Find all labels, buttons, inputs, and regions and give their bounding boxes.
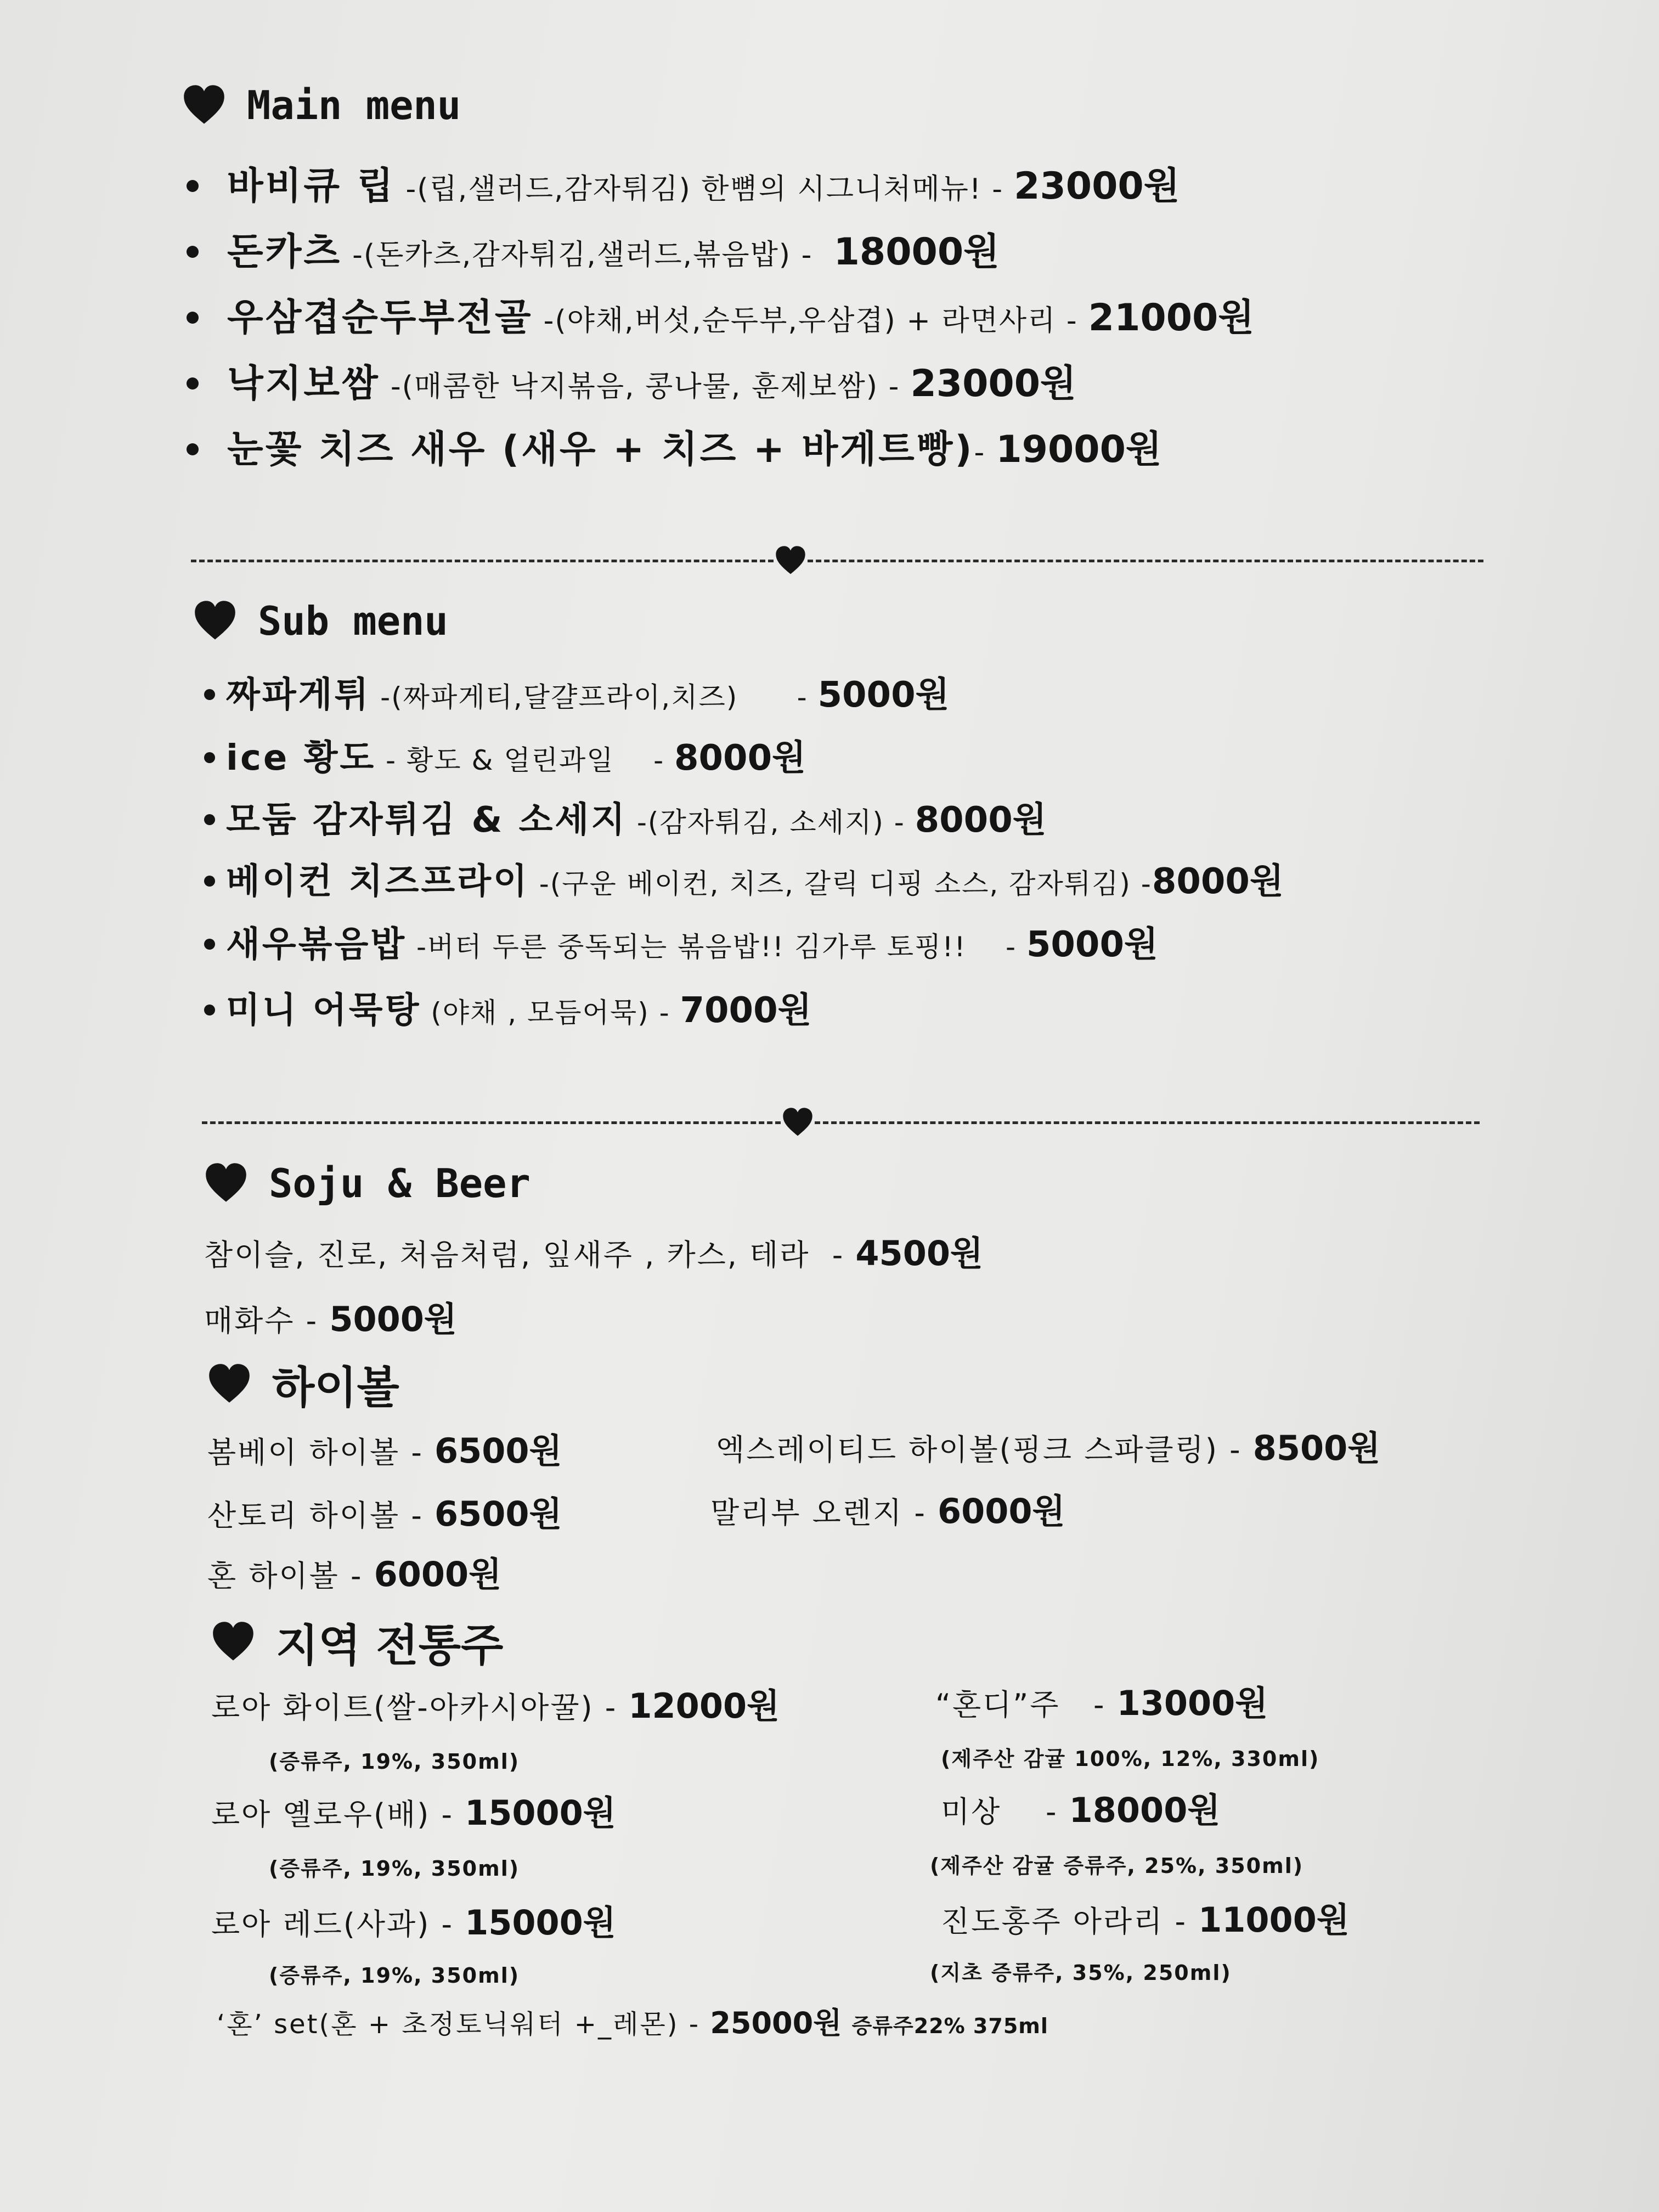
item-price: 8000원	[915, 800, 1047, 840]
item-note: (증류주, 19%, 350ml)	[269, 1963, 520, 1988]
item-text: 미상 -	[941, 1795, 1069, 1829]
traditional-item	[941, 1783, 1220, 1832]
sub-menu-item	[204, 730, 806, 780]
item-text: 산토리 하이볼 -	[207, 1498, 435, 1533]
item-desc: -(구운 베이컨, 치즈, 갈릭 디핑 소스, 감자튀김) -	[539, 868, 1152, 900]
main-menu-item	[187, 288, 1254, 341]
bullet-dot	[187, 312, 199, 324]
item-desc: (야채 , 모듬어묵) -	[431, 997, 670, 1029]
main-menu-title: Main menu	[247, 82, 461, 128]
sub-menu-item	[204, 916, 1158, 967]
item-desc: -(돈카츠,감자튀김,샐러드,볶음밥) -	[352, 239, 813, 272]
bullet-dot	[187, 377, 199, 390]
item-text: 말리부 오렌지 -	[710, 1496, 938, 1530]
item-text: 진도홍주 아라리 -	[941, 1904, 1199, 1939]
section-divider	[191, 539, 1483, 583]
sub-menu-heading	[193, 598, 448, 644]
item-price: 8500원	[1252, 1428, 1381, 1468]
item-text: 혼 하이볼 -	[207, 1559, 374, 1593]
bullet-dot	[204, 752, 215, 763]
line-price: 5000원	[329, 1299, 457, 1339]
highball-item	[716, 1421, 1380, 1470]
item-text: “혼디”주 -	[935, 1688, 1117, 1722]
bullet-dot	[187, 180, 199, 192]
item-name: ice 황도	[226, 738, 376, 778]
highball-title: 하이볼	[272, 1362, 399, 1413]
bullet-dot	[187, 443, 199, 455]
item-desc: -(감자튀김, 소세지) -	[636, 806, 905, 838]
item-price: 19000원	[996, 428, 1162, 471]
section-divider	[202, 1101, 1480, 1144]
item-note: (제주산 감귤 증류주, 25%, 350ml)	[930, 1854, 1304, 1878]
item-price: 15000원	[465, 1793, 616, 1833]
item-price: 18000원	[833, 230, 1000, 274]
heart-icon	[775, 545, 806, 577]
set-text: ‘혼’ set(혼 + 초정토닉워터 +_레몬) -	[217, 2009, 710, 2040]
bullet-dot	[204, 814, 215, 825]
item-text: 엑스레이티드 하이볼(핑크 스파클링) -	[716, 1432, 1253, 1467]
traditional-item	[211, 1895, 616, 1944]
highball-heading	[207, 1352, 399, 1415]
sub-menu-item	[204, 792, 1047, 842]
item-price: 23000원	[910, 362, 1076, 405]
sub-menu-item	[204, 982, 811, 1032]
sub-menu-item	[204, 853, 1284, 904]
item-desc: -(야채,버섯,순두부,우삼겹) + 라면사리 -	[543, 304, 1078, 337]
item-name: 베이컨 치즈프라이	[226, 861, 529, 902]
item-name: 새우볶음밥	[226, 924, 407, 965]
item-price: 7000원	[680, 990, 812, 1031]
item-desc: -(매콤한 낙지볶음, 콩나물, 훈제보쌈) -	[390, 370, 900, 403]
line-text: 참이슬, 진로, 처음처럼, 잎새주 , 카스, 테라 -	[204, 1238, 856, 1272]
item-name: 낙지보쌈	[227, 362, 380, 405]
line-price: 4500원	[855, 1233, 983, 1273]
traditional-item	[211, 1786, 616, 1835]
item-price: 23000원	[1014, 165, 1180, 208]
item-price: 8000원	[674, 738, 806, 778]
item-desc: -(립,샐러드,감자튀김) 한뼘의 시그니처메뉴! -	[405, 173, 1004, 206]
item-text: 로아 레드(사과) -	[211, 1907, 465, 1942]
item-desc: -버터 두른 중독되는 볶음밥!! 김가루 토핑!! -	[416, 931, 1017, 963]
item-price: 12000원	[628, 1686, 780, 1726]
highball-item	[710, 1484, 1065, 1533]
item-desc: -(짜파게티,달걀프라이,치즈) -	[380, 681, 808, 713]
item-desc: -	[974, 436, 986, 469]
soju-beer-heading	[204, 1160, 531, 1206]
heart-icon	[182, 83, 226, 127]
sub-menu-item	[204, 667, 949, 717]
bullet-dot	[204, 939, 215, 950]
item-price: 18000원	[1069, 1790, 1221, 1830]
traditional-heading	[211, 1610, 503, 1673]
item-price: 6000원	[374, 1554, 502, 1594]
line-text: 매화수 -	[204, 1304, 330, 1338]
item-note: (증류주, 19%, 350ml)	[269, 1750, 520, 1774]
item-name: 미니 어묵탕	[226, 990, 421, 1031]
main-menu-item	[187, 420, 1162, 473]
item-price: 13000원	[1116, 1683, 1268, 1723]
soju-beer-title: Soju & Beer	[269, 1160, 531, 1206]
main-menu-item	[187, 222, 1000, 275]
traditional-set	[217, 2000, 1048, 2042]
item-text: 로아 옐로우(배) -	[211, 1797, 465, 1832]
item-price: 6500원	[434, 1494, 562, 1534]
item-price: 15000원	[465, 1903, 616, 1943]
item-note: (제주산 감귤 100%, 12%, 330ml)	[941, 1747, 1320, 1771]
bullet-dot	[187, 246, 199, 258]
traditional-item	[211, 1679, 780, 1728]
sub-menu-title: Sub menu	[258, 598, 448, 644]
heart-icon	[207, 1362, 251, 1406]
item-price: 5000원	[817, 675, 950, 715]
main-menu-heading	[182, 82, 461, 128]
bullet-dot	[204, 689, 215, 700]
set-note: 증류주22% 375ml	[851, 2014, 1048, 2038]
bullet-dot	[204, 876, 215, 887]
highball-item	[207, 1487, 562, 1536]
soju-beer-line	[204, 1226, 983, 1275]
main-menu-item	[187, 156, 1180, 210]
item-name: 바비큐 립	[227, 165, 396, 208]
heart-icon	[204, 1161, 248, 1205]
item-note: (증류주, 19%, 350ml)	[269, 1857, 520, 1881]
traditional-item	[941, 1893, 1350, 1942]
item-name: 짜파게튀	[226, 675, 371, 715]
item-price: 6000원	[937, 1491, 1065, 1531]
soju-beer-line	[204, 1292, 457, 1341]
traditional-item	[935, 1676, 1268, 1725]
item-price: 8000원	[1152, 861, 1284, 902]
item-name: 돈카츠	[227, 230, 342, 274]
traditional-title: 지역 전통주	[276, 1620, 504, 1671]
item-price: 11000원	[1198, 1900, 1350, 1940]
highball-item	[207, 1424, 562, 1472]
main-menu-item	[187, 354, 1076, 407]
item-note: (지초 증류주, 35%, 250ml)	[930, 1961, 1232, 1985]
item-name: 눈꽃 치즈 새우 (새우 + 치즈 + 바게트빵)	[227, 428, 974, 471]
item-desc: - 황도 & 얼린과일 -	[386, 744, 665, 776]
bullet-dot	[204, 1005, 215, 1015]
heart-icon	[211, 1620, 255, 1664]
item-price: 5000원	[1026, 924, 1158, 965]
item-price: 6500원	[434, 1431, 562, 1471]
highball-item	[207, 1547, 501, 1596]
heart-icon	[193, 599, 237, 643]
item-text: 로아 화이트(쌀-아카시아꿀) -	[211, 1690, 629, 1725]
item-price: 21000원	[1088, 296, 1255, 340]
item-name: 우삼겹순두부전골	[227, 296, 533, 340]
heart-icon	[782, 1107, 814, 1138]
item-name: 모둠 감자튀김 & 소세지	[226, 800, 628, 840]
item-text: 봄베이 하이볼 -	[207, 1435, 435, 1470]
set-price: 25000원	[710, 2006, 842, 2040]
